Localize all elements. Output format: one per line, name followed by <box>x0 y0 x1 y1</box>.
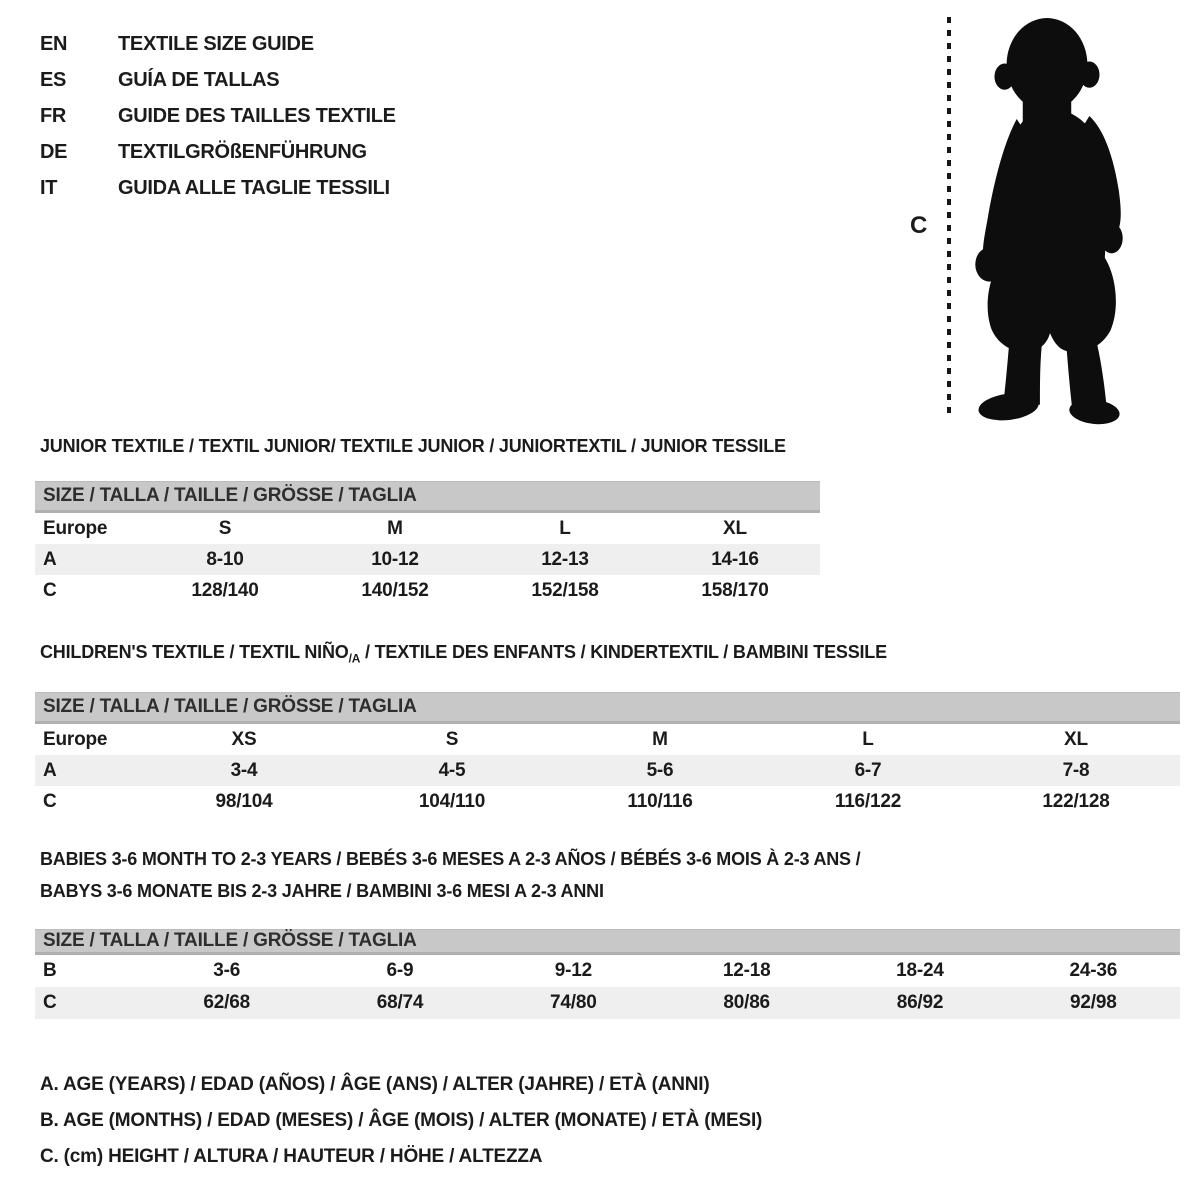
cell-value: 3-4 <box>230 759 258 781</box>
cell-value: 116/122 <box>834 790 902 812</box>
babies-size-table <box>35 929 1180 1019</box>
language-title: TEXTILGRÖßENFÜHRUNG <box>118 140 367 163</box>
heading-text: / TEXTILE DES ENFANTS / KINDERTEXTIL / BAMBINI TESSILE <box>360 642 887 662</box>
language-code: ES <box>40 68 67 91</box>
table-row-height <box>35 575 820 606</box>
table-row-height <box>35 786 1180 817</box>
cell-value: 122/128 <box>1042 790 1110 812</box>
language-row <box>40 26 396 62</box>
row-label: A <box>43 759 57 781</box>
table-row-europe <box>35 724 1180 755</box>
cell-value: 110/116 <box>627 790 693 812</box>
cell-value: 6-9 <box>386 960 414 981</box>
row-label: B <box>43 960 57 981</box>
cell-value: 158/170 <box>701 579 769 601</box>
language-title-list <box>40 26 396 206</box>
cell-value: 62/68 <box>203 992 250 1013</box>
row-label: Europe <box>43 517 108 539</box>
cell-value: 6-7 <box>854 759 882 781</box>
size-header-label: SIZE / TALLA / TAILLE / GRÖSSE / TAGLIA <box>43 696 417 717</box>
cell-value: 14-16 <box>711 548 759 570</box>
cell-value: XL <box>723 517 747 539</box>
cell-value: 92/98 <box>1070 992 1117 1013</box>
cell-value: 98/104 <box>215 790 273 812</box>
cell-value: 7-8 <box>1062 759 1090 781</box>
language-row <box>40 62 396 98</box>
cell-value: 12-13 <box>541 548 589 570</box>
note-age-years: A. AGE (YEARS) / EDAD (AÑOS) / ÂGE (ANS) / ALTER (JAHRE) / ETÀ (ANNI) <box>40 1074 710 1095</box>
children-size-table <box>35 692 1180 817</box>
section-heading-junior: JUNIOR TEXTILE / TEXTIL JUNIOR/ TEXTILE JUNIOR / JUNIORTEXTIL / JUNIOR TESSILE <box>40 436 786 456</box>
cell-value: L <box>862 728 874 750</box>
table-row-age <box>35 755 1180 786</box>
height-measure-dashed-line <box>947 17 951 414</box>
table-row-europe <box>35 513 820 544</box>
language-code: IT <box>40 176 58 199</box>
cell-value: 24-36 <box>1069 960 1118 981</box>
cell-value: 104/110 <box>418 790 486 812</box>
size-header-bar <box>35 692 1180 724</box>
cell-value: 86/92 <box>896 992 944 1013</box>
heading-subscript: /A <box>348 651 361 666</box>
size-header-label: SIZE / TALLA / TAILLE / GRÖSSE / TAGLIA <box>43 485 417 506</box>
language-title: GUIDE DES TAILLES TEXTILE <box>118 104 396 127</box>
section-heading-babies-line2: BABYS 3-6 MONATE BIS 2-3 JAHRE / BAMBINI 3-6 MESI A 2-3 ANNI <box>40 881 604 901</box>
cell-value: 140/152 <box>361 579 429 601</box>
language-code: EN <box>40 32 68 55</box>
note-age-months: B. AGE (MONTHS) / EDAD (MESES) / ÂGE (MOIS) / ALTER (MONATE) / ETÀ (MESI) <box>40 1110 763 1131</box>
cell-value: 3-6 <box>213 960 241 981</box>
row-label: C <box>43 579 57 601</box>
cell-value: 10-12 <box>371 548 419 570</box>
size-header-bar <box>35 481 820 513</box>
cell-value: S <box>218 517 232 539</box>
heading-text: CHILDREN'S TEXTILE / TEXTIL NIÑO <box>40 642 349 662</box>
table-row-height <box>35 987 1180 1019</box>
size-header-label: SIZE / TALLA / TAILLE / GRÖSSE / TAGLIA <box>43 930 417 951</box>
cell-value: M <box>652 728 668 750</box>
row-label: A <box>43 548 57 570</box>
cell-value: L <box>559 517 571 539</box>
section-heading-children <box>40 642 887 666</box>
cell-value: S <box>445 728 459 750</box>
section-heading-babies-line1: BABIES 3-6 MONTH TO 2-3 YEARS / BEBÉS 3-6 MESES A 2-3 AÑOS / BÉBÉS 3-6 MOIS À 2-3 ANS / <box>40 849 861 869</box>
cell-value: 8-10 <box>206 548 244 570</box>
row-label: C <box>43 992 57 1013</box>
cell-value: 18-24 <box>896 960 944 981</box>
cell-value: 5-6 <box>646 759 674 781</box>
language-row <box>40 98 396 134</box>
table-row-months <box>35 955 1180 987</box>
cell-value: XL <box>1064 728 1088 750</box>
table-row-age <box>35 544 820 575</box>
toddler-silhouette-icon <box>962 12 1134 426</box>
language-code: FR <box>40 104 67 127</box>
note-height-cm: C. (cm) HEIGHT / ALTURA / HAUTEUR / HÖHE / ALTEZZA <box>40 1146 543 1167</box>
cell-value: 74/80 <box>550 992 597 1013</box>
language-row <box>40 134 396 170</box>
cell-value: 68/74 <box>376 992 424 1013</box>
language-row <box>40 170 396 206</box>
cell-value: 12-18 <box>722 960 771 981</box>
row-label: C <box>43 790 57 812</box>
language-title: GUÍA DE TALLAS <box>118 68 280 91</box>
language-code: DE <box>40 140 68 163</box>
cell-value: 152/158 <box>531 579 599 601</box>
cell-value: 4-5 <box>438 759 466 781</box>
row-label: Europe <box>43 728 108 750</box>
height-measure-label: C <box>910 212 928 239</box>
language-title: TEXTILE SIZE GUIDE <box>118 32 314 55</box>
size-header-bar <box>35 929 1180 955</box>
cell-value: M <box>387 517 403 539</box>
cell-value: 9-12 <box>554 960 592 981</box>
junior-size-table <box>35 481 820 606</box>
cell-value: 80/86 <box>723 992 770 1013</box>
language-title: GUIDA ALLE TAGLIE TESSILI <box>118 176 390 199</box>
cell-value: XS <box>231 728 257 750</box>
cell-value: 128/140 <box>191 579 259 601</box>
